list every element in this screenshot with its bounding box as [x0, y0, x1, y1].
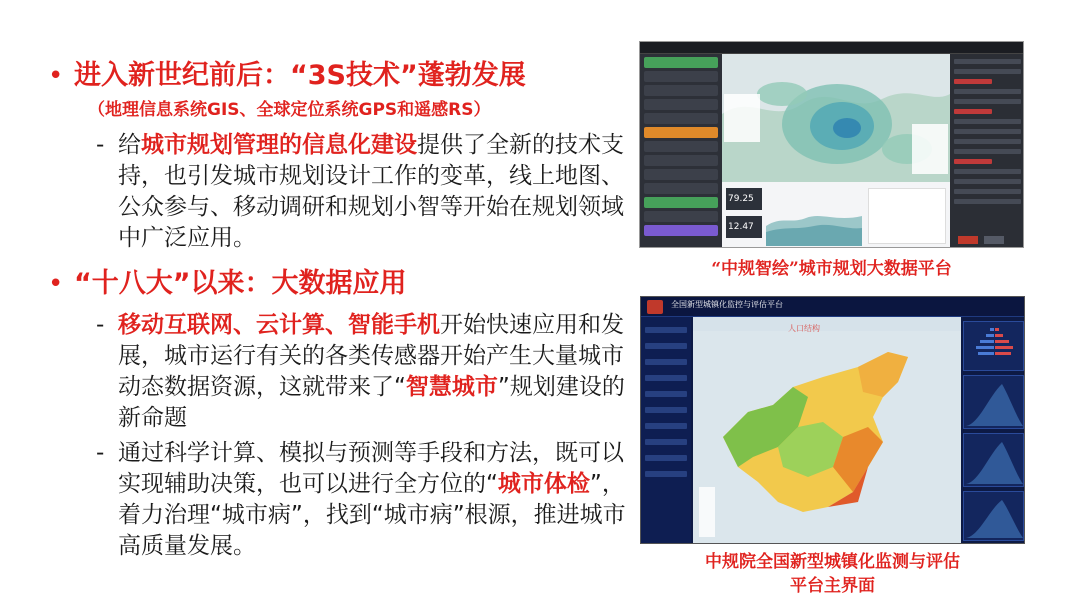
caption-urbanization [640, 550, 1025, 598]
platform-topbar [641, 297, 1024, 317]
paragraph-science [48, 438, 638, 562]
caption-line-1: 中规院全国新型城镇化监测与评估 [705, 552, 960, 572]
screenshot-zhonggui-zhihui [639, 41, 1024, 248]
logo-icon [647, 300, 663, 314]
bullet-dot: • [48, 269, 64, 299]
bullet-heading-1 [48, 56, 638, 96]
app-sidebar [640, 54, 722, 248]
city-heatmap-graphic [722, 54, 950, 182]
dash-marker: - [96, 312, 105, 338]
para2-highlight-2: 智慧城市 [405, 374, 498, 400]
para3-prefix: 通过科学计算、模拟与预测等手段和方法，既可以实现辅助决策，也可以进行全方位的“ [118, 440, 624, 497]
pyramid-graphic [964, 322, 1025, 372]
paragraph-mobile [48, 310, 638, 434]
para3-suffix: ”，着力治理“城市病”，找到“城市病”根源，推进城市高质量发展。 [118, 471, 626, 559]
data-table [868, 188, 946, 244]
distribution-panel-1 [963, 375, 1024, 429]
panel-button-grey[interactable] [984, 236, 1004, 244]
curve-graphic-1 [964, 376, 1025, 430]
curve-graphic-3 [964, 492, 1025, 542]
subheading-3s: （地理信息系统GIS、全球定位系统GPS和遥感RS） [88, 100, 491, 120]
paragraph-3s [48, 130, 638, 254]
chart-column [961, 317, 1025, 544]
para2-mid: 开始快速应用和发展，城市运行有关的各类传感器开始产生大量城市动态数据资源，这就带来了“ [118, 312, 624, 400]
map-label: 人口结构 [788, 324, 820, 333]
para2-highlight: 移动互联网、云计算、智能手机 [118, 312, 440, 338]
platform-title: 全国新型城镇化监控与评估平台 [671, 300, 783, 309]
distribution-panel-2 [963, 433, 1024, 487]
area-chart-graphic [766, 186, 862, 246]
left-text-column [48, 56, 638, 562]
bullet-dot: • [48, 61, 64, 91]
para3-highlight: 城市体检 [497, 471, 590, 497]
distribution-panel-3 [963, 491, 1024, 541]
heading-3s: 进入新世纪前后：“3S技术”蓬勃发展 [74, 60, 526, 91]
app-topbar [640, 42, 1023, 54]
para1-highlight: 城市规划管理的信息化建设 [141, 132, 417, 158]
caption-zhonggui: “中规智绘”城市规划大数据平台 [711, 259, 952, 279]
screenshot-urbanization-platform [640, 296, 1025, 544]
para1-prefix: 给 [118, 132, 141, 158]
china-choropleth-map [693, 317, 961, 544]
dash-marker: - [96, 440, 105, 466]
para1-suffix: 提供了全新的技术支持，也引发城市规划设计工作的变革，线上地图、公众参与、移动调研和规划小智等开始在规划领域中广泛应用。 [118, 132, 624, 251]
population-pyramid-panel [963, 321, 1024, 371]
para2-suffix: ”规划建设的新命题 [118, 374, 625, 431]
bullet-heading-2 [48, 264, 638, 304]
settings-panel [950, 54, 1024, 248]
dash-marker: - [96, 132, 105, 158]
heatmap-map [722, 54, 950, 182]
china-map-graphic [693, 317, 961, 544]
caption-line-2: 平台主界面 [790, 576, 875, 596]
stat-card-1: 79.25 [726, 188, 762, 210]
platform-sidebar [641, 317, 691, 544]
curve-graphic-2 [964, 434, 1025, 488]
chart-panel [722, 182, 950, 248]
panel-button-red[interactable] [958, 236, 978, 244]
heading-bigdata: “十八大”以来：大数据应用 [74, 268, 407, 299]
stat-card-2: 12.47 [726, 216, 762, 238]
